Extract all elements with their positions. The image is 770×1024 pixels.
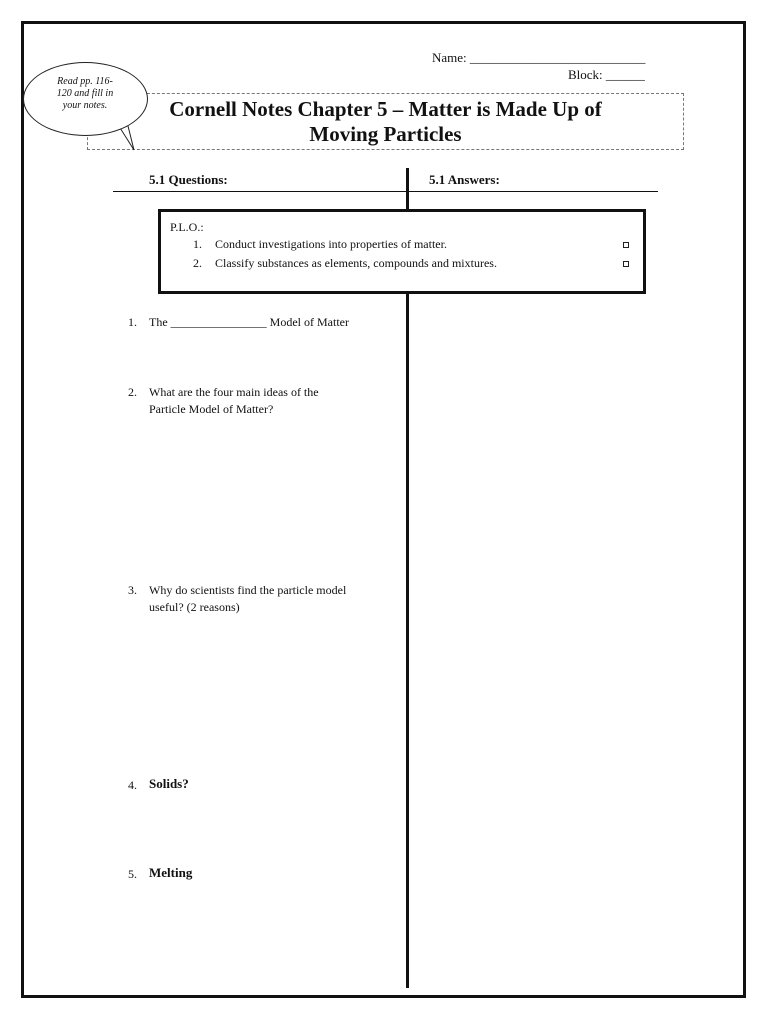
question-5-number: 5. — [128, 867, 137, 881]
answers-column-header: 5.1 Answers: — [429, 172, 500, 187]
question-2-line-2: Particle Model of Matter? — [149, 402, 274, 416]
questions-column-header: 5.1 Questions: — [149, 172, 228, 187]
question-5-text: Melting — [149, 865, 193, 880]
plo-title: P.L.O.: — [170, 220, 204, 234]
plo-item-2-text: Classify substances as elements, compounds and mixtures. — [215, 256, 497, 270]
bubble-line-3: your notes. — [62, 100, 108, 111]
column-divider-top — [406, 168, 409, 210]
question-2-line-1: What are the four main ideas of the — [149, 385, 319, 399]
plo-checkbox-2[interactable] — [623, 261, 629, 267]
question-4-text: Solids? — [149, 776, 189, 791]
header-rule — [113, 191, 658, 192]
question-2-number: 2. — [128, 385, 137, 399]
title-line-1: Cornell Notes Chapter 5 – Matter is Made Up of — [169, 97, 602, 121]
plo-item-1-text: Conduct investigations into properties of matter. — [215, 237, 447, 251]
column-divider — [406, 293, 409, 988]
block-field-label: Block: ______ — [568, 67, 645, 82]
speech-bubble-text — [36, 76, 134, 112]
plo-checkbox-1[interactable] — [623, 242, 629, 248]
name-field-label: Name: ___________________________ — [432, 50, 646, 65]
question-3-number: 3. — [128, 583, 137, 597]
question-1-number: 1. — [128, 315, 137, 329]
question-3-line-2: useful? (2 reasons) — [149, 600, 240, 614]
plo-item-1-number: 1. — [193, 237, 202, 251]
page-border — [21, 21, 746, 998]
bubble-line-2: 120 and fill in — [56, 88, 114, 99]
question-3-line-1: Why do scientists find the particle model — [149, 583, 347, 597]
bubble-line-1: Read pp. 116- — [57, 76, 113, 87]
question-1-text: The ________________ Model of Matter — [149, 315, 349, 329]
plo-item-2-number: 2. — [193, 256, 202, 270]
page-title — [87, 97, 684, 147]
question-4-number: 4. — [128, 778, 137, 792]
title-line-2: Moving Particles — [309, 122, 462, 146]
